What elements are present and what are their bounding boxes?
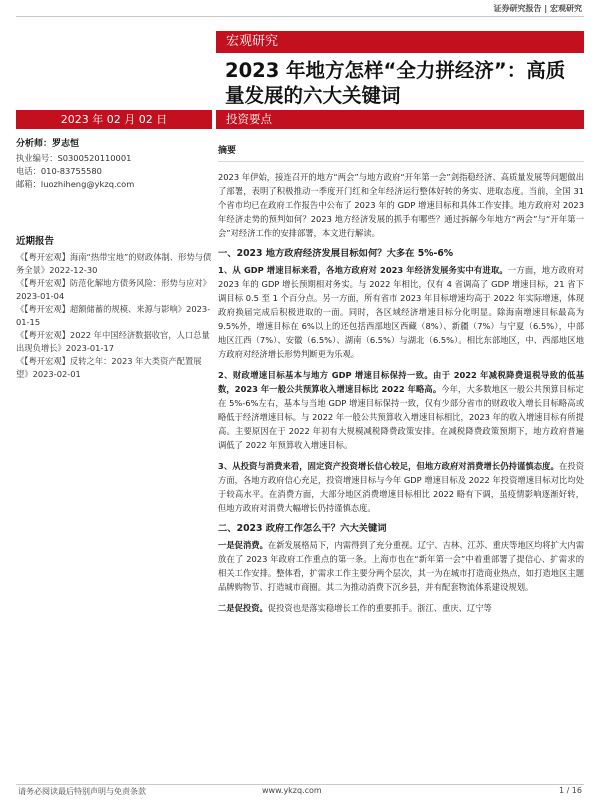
page-number: 1 / 16 [558,786,582,795]
analyst-name: 分析师：罗志恒 [16,139,80,149]
top-divider [16,16,584,17]
key-points-banner: 投资要点 [216,110,584,129]
website-link[interactable]: www.ykzq.com [262,786,322,795]
paragraph-3-body: 在投资方面，各地方政府信心充足，投资增速目标与今年 GDP 增速目标及 2022 年投资增速目标对比均处于较高水平。在消费方面，大部分地区消费增速目标相比 2022 略有下调，虽疫情影响逐渐好转，但地方政府对消费大幅增长仍持谨慎态度。 [218,461,584,513]
paragraph-4 [218,538,584,594]
title-line-1: 2023 年地方怎样“全力拼经济”：高质 [225,59,566,82]
report-title [225,58,585,108]
sidebar [16,138,212,381]
footer-divider [16,784,584,785]
abstract-intro: 2023 年伊始，接连召开的地方“两会”与地方政府“开年第一会”剑指稳经济、高质量发展等问题做出了部署，表明了积极推动一季度开门红和全年经济运行整体好转的务实、进取态度。当前，全国 31 个省市均已在政府工作报告中公布了 2023 年的 GDP 增速目标和具体工作安排。地方政府对 2023 年经济走势的预判如何？2023 地方经济发展的抓手有哪些？通过拆解今年地方“两会”与“开年第一会”对经济工作的安排部署，本文进行解读。 [218,172,584,238]
recent-report-item[interactable]: 《【粤开宏观】防范化解地方债务风险：形势与应对》2023-01-04 [16,278,211,301]
recent-report-item[interactable]: 《【粤开宏观】反转之年：2023 年大类资产配置展望》2023-02-01 [16,356,202,379]
paragraph-1-body: 一方面，地方政府对 2023 年的 GDP 增长预期相对务实。与 2022 年相比，仅有 4 省调高了 GDP 增速目标，21 省下调目标 0.5 至 1 个百分点。另一方面，所有省市 2023 年目标增速均高于 2022 年实际增速，体现政府换届完成后积极进取的一面。同时，各区域经济增速目标分化明显。除海南增速目标最高为 9.5%外，增速目标在 6%以上的还包括西部地区西藏（8%）、新疆（7%）与宁夏（6.5%），中部地区江西（7%）、安徽（6.5%）、湖南（6.5%）与湖北（6.5%）。相比东部地区，中、西部地区地方政府对经济增长形势判断更为乐观。 [218,265,584,359]
report-type-label: 证券研究报告 | 宏观研究 [493,4,582,13]
analyst-license: 执业编号：S0300520110001 [16,153,132,163]
disclaimer-note: 请务必阅读最后特别声明与免责条款 [18,787,146,796]
analyst-phone: 电话：010-83755580 [16,166,102,176]
paragraph-2-lead: 2、财政增速目标基本与地方 GDP 增速目标保持一致。由于 2022 年减税降费退税导致的低基数，2023 年一般公共预算收入增速目标比 2022 年略高。 [218,370,584,394]
paragraph-5 [218,601,584,615]
main-content [218,140,584,622]
section-1-heading: 一、2023 地方政府经济发展目标如何？大多在 5%-6% [218,248,454,259]
paragraph-1 [218,263,584,361]
paragraph-1-lead: 1、从 GDP 增速目标来看，各地方政府对 2023 年经济发展务实中有进取。 [218,265,508,275]
title-line-2: 量发展的六大关键词 [225,84,401,107]
abstract-heading: 摘要 [218,144,584,162]
report-date: 2023 年 02 月 02 日 [16,110,212,129]
paragraph-5-body: 促投资也是落实稳增长工作的重要抓手。浙江、重庆、辽宁等 [267,603,492,613]
section-2-heading: 二、2023 政府工作怎么干？六大关键词 [218,523,387,534]
paragraph-4-body: 在新发展格局下，内需得到了充分重视。辽宁、吉林、江苏、重庆等地区均将扩大内需放在了 2023 年政府工作重点的第一条。上海市也在“新年第一会”中着重部署了提信心、扩需求的相关工作安排。整体看，扩需求工作主要分两个层次，其一为在城市打造商业热点，如打造地区主题品牌购物节、打造城市商圈。其二为推动消费下沉乡县，并有配套物流体系建设规划。 [218,540,584,592]
category-badge: 宏观研究 [216,31,584,53]
paragraph-3 [218,459,584,515]
recent-reports-heading: 近期报告 [16,236,55,247]
analyst-email[interactable]: 邮箱：luozhiheng@ykzq.com [16,179,135,189]
paragraph-2-body: 今年，大多数地区一般公共预算目标定在 5%-6%左右，基本与当地 GDP 增速目标保持一致，仅有少部分省市的财政收入增长目标略高或略低于经济增速目标。与 2022 年一般公共预算收入增速目标相比，2023 年的收入增速目标有所提高。主要原因在于 2022 年初有大规模减税降费政策安排。在减税降费政策预期下，地方政府普遍调低了 2022 年预算收入增速目标。 [218,384,584,450]
paragraph-4-lead: 一是促消费。 [218,540,268,550]
paragraph-3-lead: 3、从投资与消费来看，固定资产投资增长信心较足，但地方政府对消费增长仍持谨慎态度。 [218,461,559,471]
recent-report-item[interactable]: 《【粤开宏观】2022 年中国经济数据收官，人口总量出现负增长》2023-01-17 [16,330,210,353]
paragraph-5-lead: 二是促投资。 [218,603,268,613]
recent-report-item[interactable]: 《【粤开宏观】海南“热带宝地”的财政体制、形势与债务全景》2022-12-30 [16,252,212,275]
recent-report-item[interactable]: 《【粤开宏观】超额储蓄的规模、来源与影响》2023-01-15 [16,304,211,327]
paragraph-2 [218,368,584,452]
